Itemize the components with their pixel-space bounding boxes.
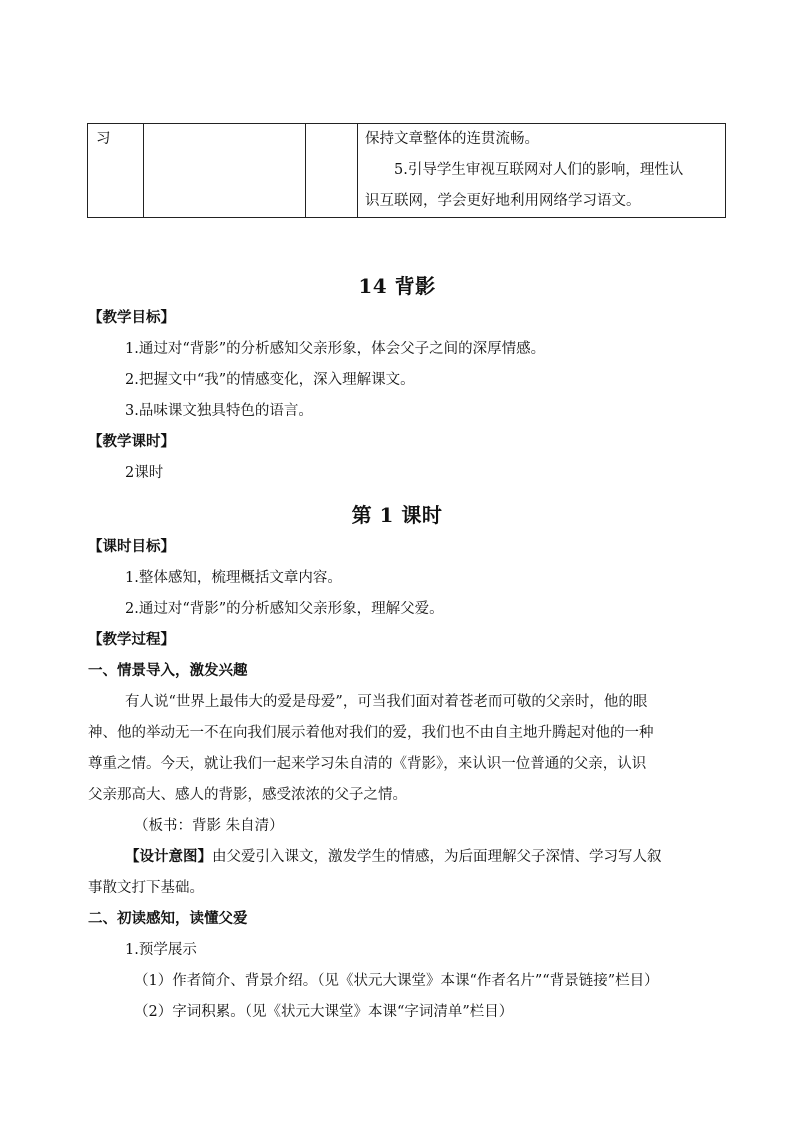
- continued-table: [87, 123, 726, 218]
- table-text-line: 保持文章整体的连贯流畅。: [365, 131, 539, 147]
- objective-item: 2.把握文中“我”的情感变化，深入理解课文。: [125, 372, 415, 388]
- lesson-title: 14 背影: [358, 274, 436, 298]
- section2-subitem: （2）字词积累。（见《状元大课堂》本课“字词清单”栏目）: [134, 1004, 514, 1020]
- section1-heading: 一、情景导入，激发兴趣: [88, 662, 248, 679]
- table-row: [88, 124, 726, 218]
- period-objectives-heading: 【课时目标】: [88, 538, 175, 555]
- board-note: （板书：背影 朱自清）: [134, 818, 284, 834]
- design-intent-text: 由父爱引入课文，激发学生的情感，为后面理解父子深情、学习写人叙: [212, 849, 662, 865]
- paragraph-line: 父亲那高大、感人的背影，感受浓浓的父子之情。: [88, 787, 407, 803]
- table-cell-empty: [144, 124, 306, 218]
- objective-item: 1.通过对“背影”的分析感知父亲形象，体会父子之间的深厚情感。: [125, 341, 546, 357]
- section2-item: 1.预学展示: [125, 942, 197, 958]
- table-text-line: 识互联网，学会更好地利用网络学习语文。: [365, 193, 641, 209]
- period-title: 第 1 课时: [351, 503, 443, 527]
- section2-subitem: （1）作者简介、背景介绍。（见《状元大课堂》本课“作者名片”“背景链接”栏目）: [134, 973, 659, 989]
- objective-item: 3.品味课文独具特色的语言。: [125, 403, 313, 419]
- design-intent-label: 【设计意图】: [125, 848, 212, 865]
- paragraph-line: 有人说“世界上最伟大的爱是母爱”，可当我们面对着苍老而可敬的父亲时，他的眼: [125, 694, 648, 710]
- period-objective-item: 1.整体感知，梳理概括文章内容。: [125, 570, 342, 586]
- paragraph-line: 尊重之情。今天，就让我们一起来学习朱自清的《背影》，来认识一位普通的父亲，认识: [88, 756, 647, 772]
- table-cell-empty: [306, 124, 358, 218]
- table-text-line: 5.引导学生审视互联网对人们的影响，理性认: [394, 162, 684, 178]
- table-cell-stage: 习: [88, 124, 144, 218]
- hours-heading: 【教学课时】: [88, 433, 175, 450]
- objectives-heading: 【教学目标】: [88, 309, 175, 326]
- hours-value: 2课时: [125, 465, 164, 481]
- design-intent-line: [125, 847, 662, 867]
- table-cell-content: [358, 124, 726, 218]
- section2-heading: 二、初读感知，读懂父爱: [88, 910, 248, 927]
- design-intent-text-cont: 事散文打下基础。: [88, 880, 204, 896]
- paragraph-line: 神、他的举动无一不在向我们展示着他对我们的爱，我们也不由自主地升腾起对他的一种: [88, 725, 654, 741]
- period-objective-item: 2.通过对“背影”的分析感知父亲形象，理解父爱。: [125, 601, 444, 617]
- process-heading: 【教学过程】: [88, 631, 175, 648]
